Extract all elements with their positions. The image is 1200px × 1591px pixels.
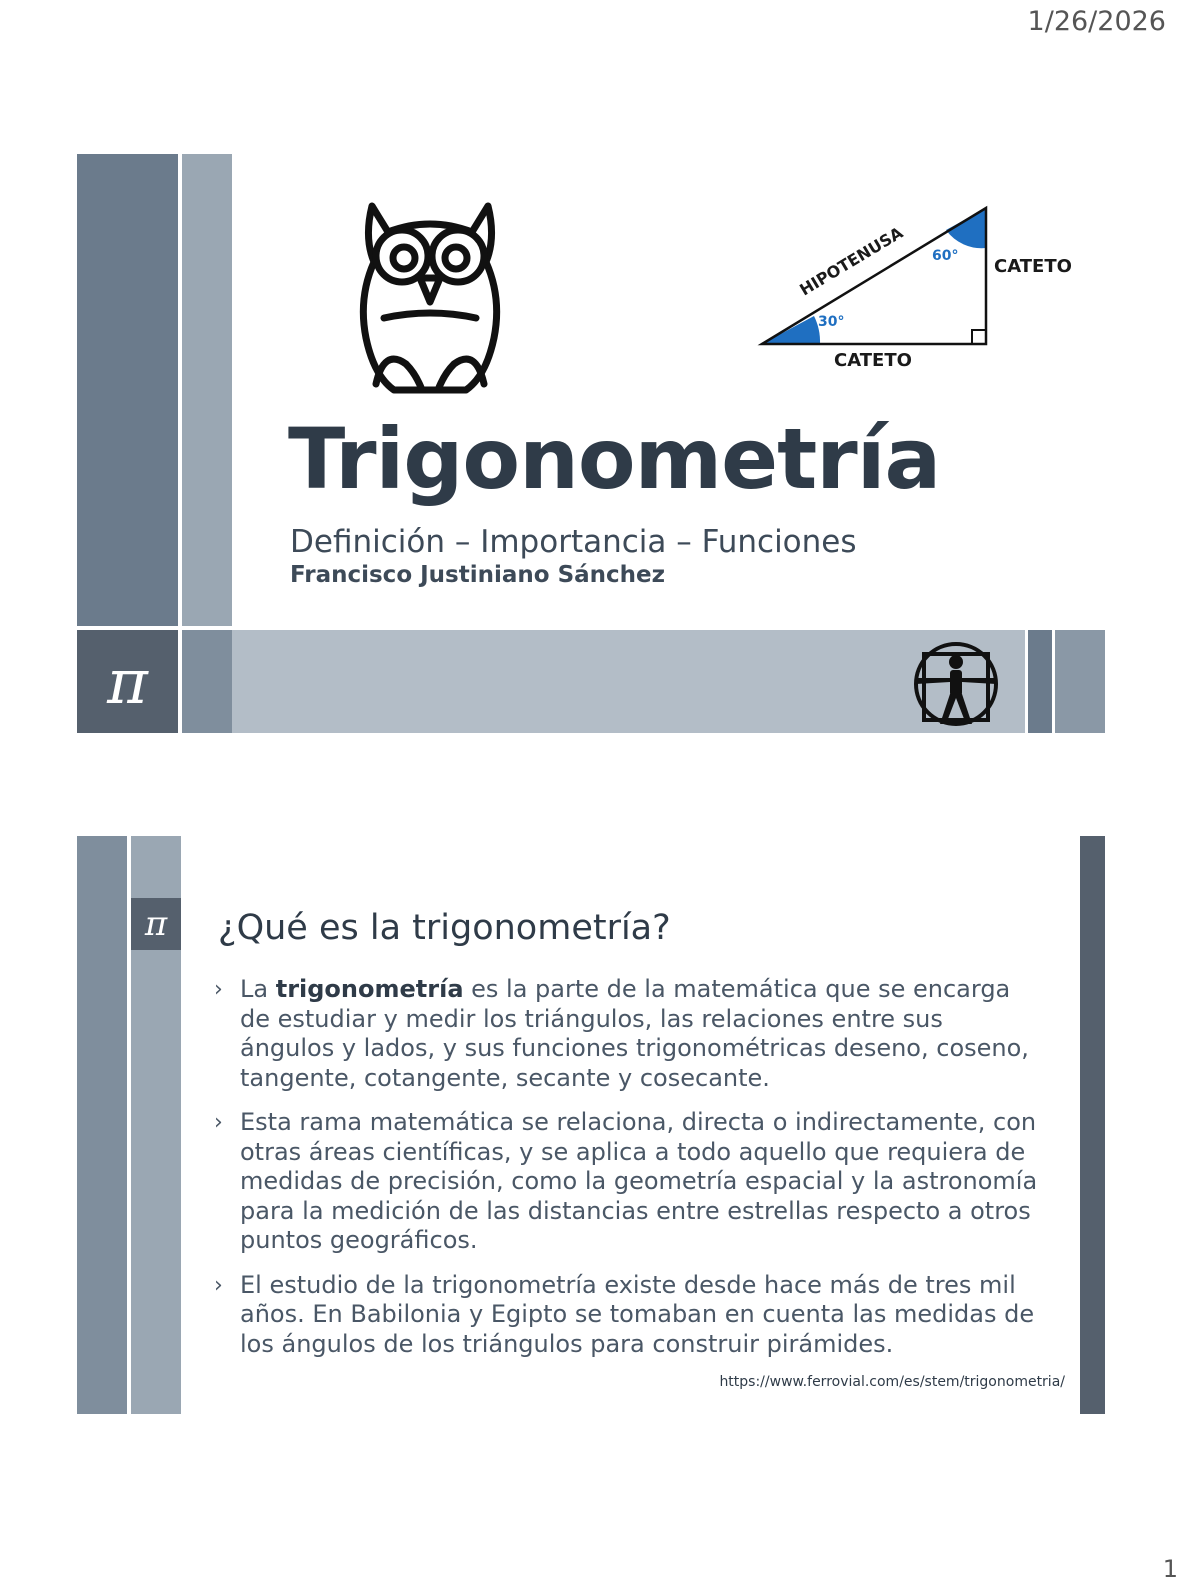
bullet-marker: ›	[214, 977, 223, 1002]
print-date: 1/26/2026	[1027, 6, 1166, 37]
source-link[interactable]: https://www.ferrovial.com/es/stem/trigonometria/	[719, 1374, 1065, 1390]
pi-icon: π	[131, 898, 181, 950]
slide-title-heading: Trigonometría	[288, 410, 941, 508]
vitruvian-man-icon	[912, 640, 1000, 728]
owl-icon	[354, 198, 506, 396]
decor-band-right-2	[1055, 630, 1105, 733]
bullet-item: › La trigonometría es la parte de la matemática que se encarga de estudiar y medir los triángulos, las relaciones entre sus ángulos y lados, y sus funciones trigonométricas deseno, coseno, tangente, cotangente, secante y cosecante.	[214, 975, 1029, 1092]
slide-subtitle: Definición – Importancia – Funciones	[290, 524, 857, 560]
angle-60-label: 60°	[932, 248, 959, 264]
bullet-marker: ›	[214, 1110, 223, 1135]
page-number: 1	[1162, 1555, 1178, 1583]
bullet-marker: ›	[214, 1272, 223, 1298]
bullet-list	[214, 975, 1044, 1374]
author-name: Francisco Justiniano Sánchez	[290, 562, 666, 588]
bullet-item: › Esta rama matemática se relaciona, directa o indirectamente, con otras áreas científicas, y se aplica a todo aquello que requiera de medidas de precisión, como la geometría espacial y la astronomía para la medición de las distancias entre estrellas respecto a otros puntos geográficos.	[214, 1108, 1038, 1254]
horizontal-leg-label: CATETO	[834, 350, 912, 371]
bullet-item: › El estudio de la trigonometría existe desde hace más de tres mil años. En Babilonia y Egipto se tomaban en cuenta las medidas de los ángulos de los triángulos para construir pirámides.	[214, 1270, 1035, 1358]
angle-30-label: 30°	[818, 314, 845, 330]
decor-band-right-1	[1028, 630, 1052, 733]
hypotenuse-label: HIPOTENUSA	[796, 222, 907, 300]
pi-icon: π	[107, 645, 148, 718]
decor-column-dark	[77, 154, 178, 626]
decor-column-right	[1080, 836, 1105, 1414]
decor-column-mid	[182, 154, 232, 626]
decor-band	[232, 630, 1025, 733]
vertical-leg-label: CATETO	[994, 256, 1072, 277]
section-heading: ¿Qué es la trigonometría?	[218, 908, 671, 948]
decor-band-mid	[182, 630, 232, 733]
bold-term: trigonometría	[275, 975, 464, 1003]
decor-column-dark	[77, 836, 127, 1414]
right-triangle-diagram	[752, 198, 1092, 376]
